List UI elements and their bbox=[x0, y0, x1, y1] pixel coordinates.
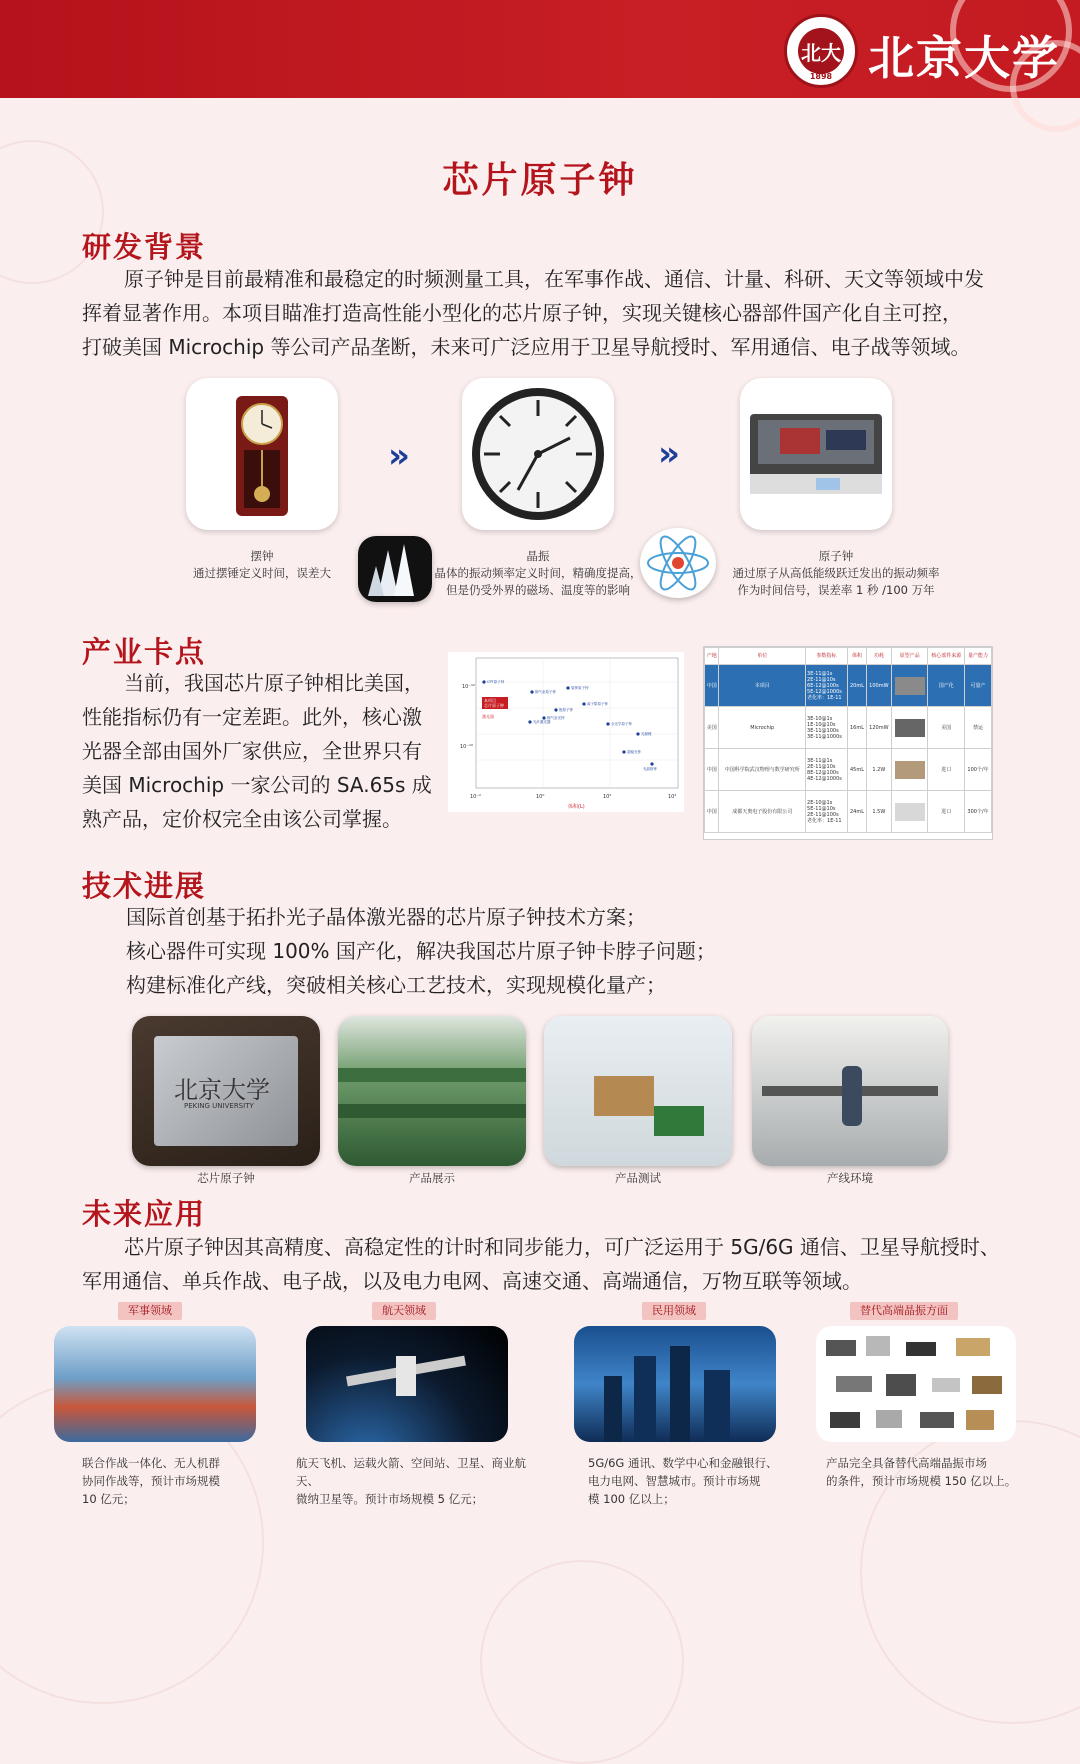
quartz-clock-icon bbox=[462, 378, 614, 530]
product-thumbnail bbox=[895, 761, 925, 779]
aerospace-image bbox=[306, 1326, 508, 1442]
aerospace-desc: 航天飞机、运载火箭、空间站、卫星、商业航天、 微纳卫星等。预计市场规模 5 亿元； bbox=[296, 1456, 526, 1506]
table-row: 中国 本项目 3E-11@1s 2E-11@10s 6E-12@100s 5E-12@1000s 老化率：1E-11 20mL 100mW 国产化 可量产 bbox=[705, 665, 992, 707]
caption-crystal: 晶振 晶体的振动频率定义时间，精确度提高， 但是仍受外界的磁场、温度等的影响 bbox=[434, 549, 642, 597]
section-heading-progress: 技术进展 bbox=[82, 869, 207, 903]
chip-clock-photo bbox=[132, 1016, 320, 1166]
comparison-table bbox=[703, 646, 993, 840]
comparison-chart-plot bbox=[448, 652, 684, 812]
atom-diagram-image bbox=[640, 528, 716, 598]
bullet-item: 国际首创基于拓扑光子晶体激光器的芯片原子钟技术方案； bbox=[126, 905, 646, 929]
pendulum-clock-image bbox=[186, 378, 338, 530]
caption-pendulum: 摆钟 通过摆锤定义时间，误差大 bbox=[193, 549, 331, 580]
svg-text:氢钟原子钟: 氢钟原子钟 bbox=[571, 686, 589, 690]
applications-paragraph: 芯片原子钟因其高精度、高稳定性的计时和同步能力，可广泛运用于 5G/6G 通信、卫星导航授时、 军用通信、单兵作战、电子战，以及电力电网、高速交通、高端通信，万物互联等领域。 bbox=[82, 1235, 1000, 1293]
field-tag-military: 军事领域 bbox=[118, 1302, 182, 1320]
atomic-clock-image bbox=[740, 378, 892, 530]
svg-text:铷气室原子钟: 铷气室原子钟 bbox=[535, 690, 556, 694]
photo-caption: 产品测试 bbox=[615, 1171, 661, 1185]
chart-highlight-label: 芯片原子钟 bbox=[484, 703, 504, 708]
svg-text:10⁰: 10⁰ bbox=[536, 794, 545, 800]
table-row: 中国 中国科学院武汉物理与数学研究所 3E-11@1s 2E-11@10s 8E-12@100s 4E-12@1000s 45mL 1.2W 进口 100个/年 bbox=[705, 749, 992, 791]
civil-image bbox=[574, 1326, 776, 1442]
svg-text:铷气室光钟: 铷气室光钟 bbox=[547, 716, 565, 720]
field-tag-aerospace: 航天领域 bbox=[372, 1302, 436, 1320]
military-desc: 联合作战一体化、无人机群 协同作战等，预计市场规模 10 亿元； bbox=[82, 1456, 220, 1506]
chart-highlight-label: 激光器 bbox=[482, 714, 494, 719]
field-tag-civil: 民用领域 bbox=[642, 1302, 706, 1320]
svg-text:CPT原子钟: CPT原子钟 bbox=[487, 680, 505, 684]
arrow-icon: » bbox=[388, 436, 400, 476]
page-title: 芯片原子钟 bbox=[442, 160, 638, 201]
svg-text:离子阱原子钟: 离子阱原子钟 bbox=[587, 702, 608, 706]
table-row: 美国 Microchip 3E-10@1s 1E-10@10s 3E-11@100s 3E-11@1000s 16mL 120mW 美国 禁运 bbox=[705, 707, 992, 749]
caption-atomic: 原子钟 通过原子从高低能级跃迁发出的振动频率 作为时间信号，误差率 1 秒 /100 万年 bbox=[732, 549, 940, 597]
military-image bbox=[54, 1326, 256, 1442]
chart-xlabel: 体积(L) bbox=[568, 804, 585, 810]
product-test-photo bbox=[544, 1016, 732, 1166]
section-heading-bottleneck: 产业卡点 bbox=[82, 635, 207, 669]
svg-text:光纤激光器: 光纤激光器 bbox=[533, 720, 551, 724]
svg-text:超稳光钟: 超稳光钟 bbox=[627, 750, 641, 754]
svg-text:10⁴: 10⁴ bbox=[668, 794, 677, 800]
product-thumbnail bbox=[895, 719, 925, 737]
field-tag-crystal: 替代高端晶振方面 bbox=[850, 1302, 958, 1320]
arrow-icon: » bbox=[658, 434, 670, 474]
bullet-item: 核心器件可实现 100% 国产化，解决我国芯片原子钟卡脖子问题； bbox=[126, 939, 716, 963]
quartz-crystal-image bbox=[358, 536, 432, 602]
university-name: 北京大学 bbox=[868, 31, 1060, 85]
product-thumbnail bbox=[895, 677, 925, 695]
quartz-clock-image bbox=[462, 378, 614, 530]
engraved-plate bbox=[154, 1036, 298, 1146]
svg-text:全光学原子钟: 全光学原子钟 bbox=[611, 722, 632, 726]
product-thumbnail bbox=[895, 803, 925, 821]
chart-highlight-label: 本项目 bbox=[484, 698, 496, 703]
svg-text:光晶格钟: 光晶格钟 bbox=[643, 767, 657, 771]
svg-text:10²: 10² bbox=[603, 794, 612, 800]
svg-text:铯原子钟: 铯原子钟 bbox=[559, 708, 573, 712]
university-emblem-icon: 北大 1898 bbox=[784, 14, 858, 88]
svg-text:10⁻²: 10⁻² bbox=[470, 794, 482, 800]
photo-caption: 产线环境 bbox=[827, 1171, 873, 1185]
crystal-components-image bbox=[816, 1326, 1016, 1442]
photo-caption: 芯片原子钟 bbox=[197, 1171, 255, 1185]
atom-icon bbox=[640, 528, 716, 598]
table-row: 中国 成都天奥电子股份有限公司 2E-10@1s 5E-11@10s 2E-11@100s 老化率：1E-11 24mL 1.5W 进口 300个/年 bbox=[705, 791, 992, 833]
crystal-desc: 产品完全具备替代高端晶振市场 的条件，预计市场规模 150 亿以上。 bbox=[826, 1456, 1017, 1488]
pendulum-clock-icon bbox=[186, 378, 338, 530]
atomic-clock-device-icon bbox=[740, 378, 892, 530]
svg-text:光频梳: 光频梳 bbox=[641, 732, 652, 736]
comparison-chart bbox=[448, 652, 684, 812]
progress-bullets bbox=[126, 900, 1006, 1002]
bottleneck-paragraph: 当前，我国芯片原子钟相比美国， 性能指标仍有一定差距。此外，核心激 光器全部由国外厂家供应，全世界只有 美国 Microchip 一家公司的 SA.65s 成 熟产品，定价权完全由该公司掌握。 bbox=[82, 671, 432, 831]
production-line-photo bbox=[752, 1016, 948, 1166]
crystal-icon bbox=[358, 536, 432, 602]
section-heading-applications: 未来应用 bbox=[82, 1197, 207, 1231]
background-paragraph: 原子钟是目前最精准和最稳定的时频测量工具，在军事作战、通信、计量、科研、天文等领域中发 挥着显著作用。本项目瞄准打造高性能小型化的芯片原子钟，实现关键核心器部件国产化自主可控， 打破美国 Microchip 等公司产品垄断，未来可广泛应用于卫星导航授时、军用通信、电子战等领域。 bbox=[82, 267, 984, 359]
table-header-row: 产地 单位 参数指标 体积 功耗 原型产品 核心部件来源 量产能力 bbox=[705, 648, 992, 665]
product-display-photo bbox=[338, 1016, 526, 1166]
civil-desc: 5G/6G 通讯、数学中心和金融银行、 电力电网、智慧城市。预计市场规 模 100 亿以上； bbox=[588, 1456, 778, 1506]
photo-caption: 产品展示 bbox=[409, 1171, 455, 1185]
section-heading-background: 研发背景 bbox=[82, 230, 207, 264]
plate-engraving-en: PEKING UNIVERSITY bbox=[184, 1102, 254, 1110]
bg-swirl-3 bbox=[480, 1560, 684, 1764]
plate-engraving: 北京大学 bbox=[174, 1076, 270, 1104]
svg-text:10⁻¹²: 10⁻¹² bbox=[462, 684, 476, 690]
svg-text:10⁻¹⁰: 10⁻¹⁰ bbox=[460, 744, 474, 750]
header-banner bbox=[0, 0, 1080, 98]
bullet-item: 构建标准化产线，突破相关核心工艺技术，实现规模化量产； bbox=[126, 973, 666, 997]
